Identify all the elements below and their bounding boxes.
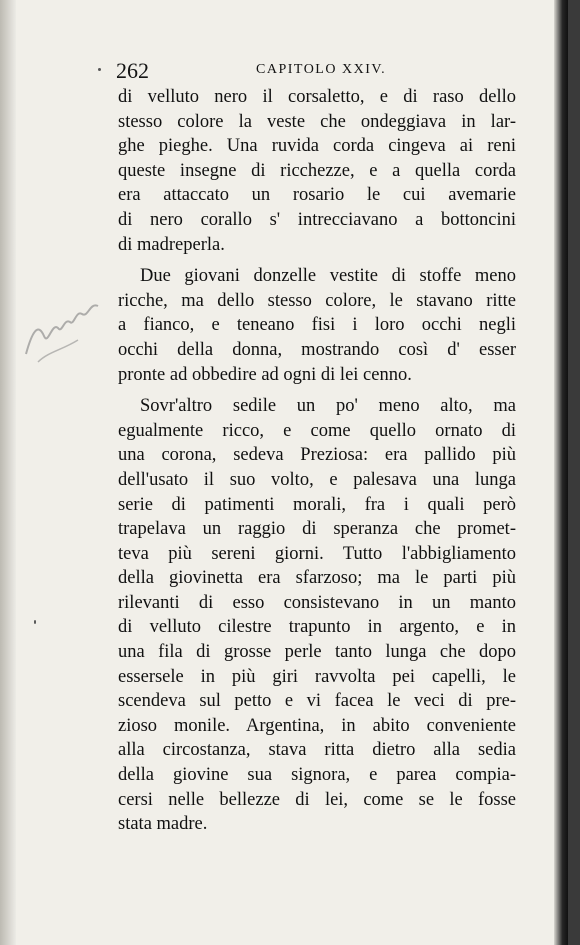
text-line: di velluto cilestre trapunto in argento, e in [118,617,516,638]
handwritten-margin-note-mark [18,292,108,372]
text-line: queste insegne di ricchezze, e a quella corda [118,160,516,181]
text-line: essersele in più giri ravvolta pei capelli, le [118,666,516,687]
text-line: trapelava un raggio di speranza che promet- [118,519,516,540]
text-line: una fila di grosse perle tanto lunga che dopo [118,642,516,663]
text-line: di nero corallo s' intrecciavano a bottoncini [118,209,516,230]
paper-speck [34,620,36,624]
text-line: ricche, ma dello stesso colore, le stavano ritte [118,290,516,311]
paper-speck [98,68,101,71]
text-line: alla circostanza, stava ritta dietro alla sedia [118,740,516,761]
text-line: teva più sereni giorni. Tutto l'abbigliamento [118,543,516,564]
text-line: Sovr'altro sedile un po' meno alto, ma [140,396,516,417]
text-line: stesso colore la veste che ondeggiava in lar- [118,111,516,132]
page-gutter-shadow [0,0,16,945]
text-line: della giovine sua signora, e parea compia- [118,765,516,786]
text-line: cersi nelle bellezze di lei, come se le fosse [118,789,516,810]
page-number: 262 [116,58,149,83]
body-text [118,85,516,837]
text-line: pronte ad obbedire ad ogni di lei cenno. [118,364,412,385]
book-spine-edge [554,0,568,945]
text-line: stata madre. [118,814,208,835]
text-line: di madreperla. [118,234,225,255]
text-line: egualmente ricco, e come quello ornato di [118,420,516,441]
paragraph-gap [118,387,516,394]
text-line: a fianco, e teneano fisi i loro occhi negli [118,315,516,336]
text-line: della giovinetta era sfarzoso; ma le parti più [118,568,516,589]
text-line: una corona, sedeva Preziosa: era pallido più [118,445,516,466]
paragraph-gap [118,257,516,264]
text-line: di velluto nero il corsaletto, e di raso dello [118,87,516,107]
text-line: era attaccato un rosario le cui avemarie [118,185,516,206]
page-header [116,58,536,86]
text-line: Due giovani donzelle vestite di stoffe meno [140,266,516,287]
text-line: serie di patimenti morali, fra i quali però [118,494,516,515]
text-line: scendeva sul petto e vi facea le veci di pre- [118,691,516,712]
text-line: zioso monile. Argentina, in abito conveniente [118,715,516,736]
text-line: dell'usato il suo volto, e palesava una lunga [118,469,516,490]
text-line: ghe pieghe. Una ruvida corda cingeva ai reni [118,136,516,157]
text-line: rilevanti di esso consistevano in un manto [118,592,516,613]
running-head: CAPITOLO XXIV. [256,62,387,77]
text-line: occhi della donna, mostrando così d' esser [118,339,516,360]
